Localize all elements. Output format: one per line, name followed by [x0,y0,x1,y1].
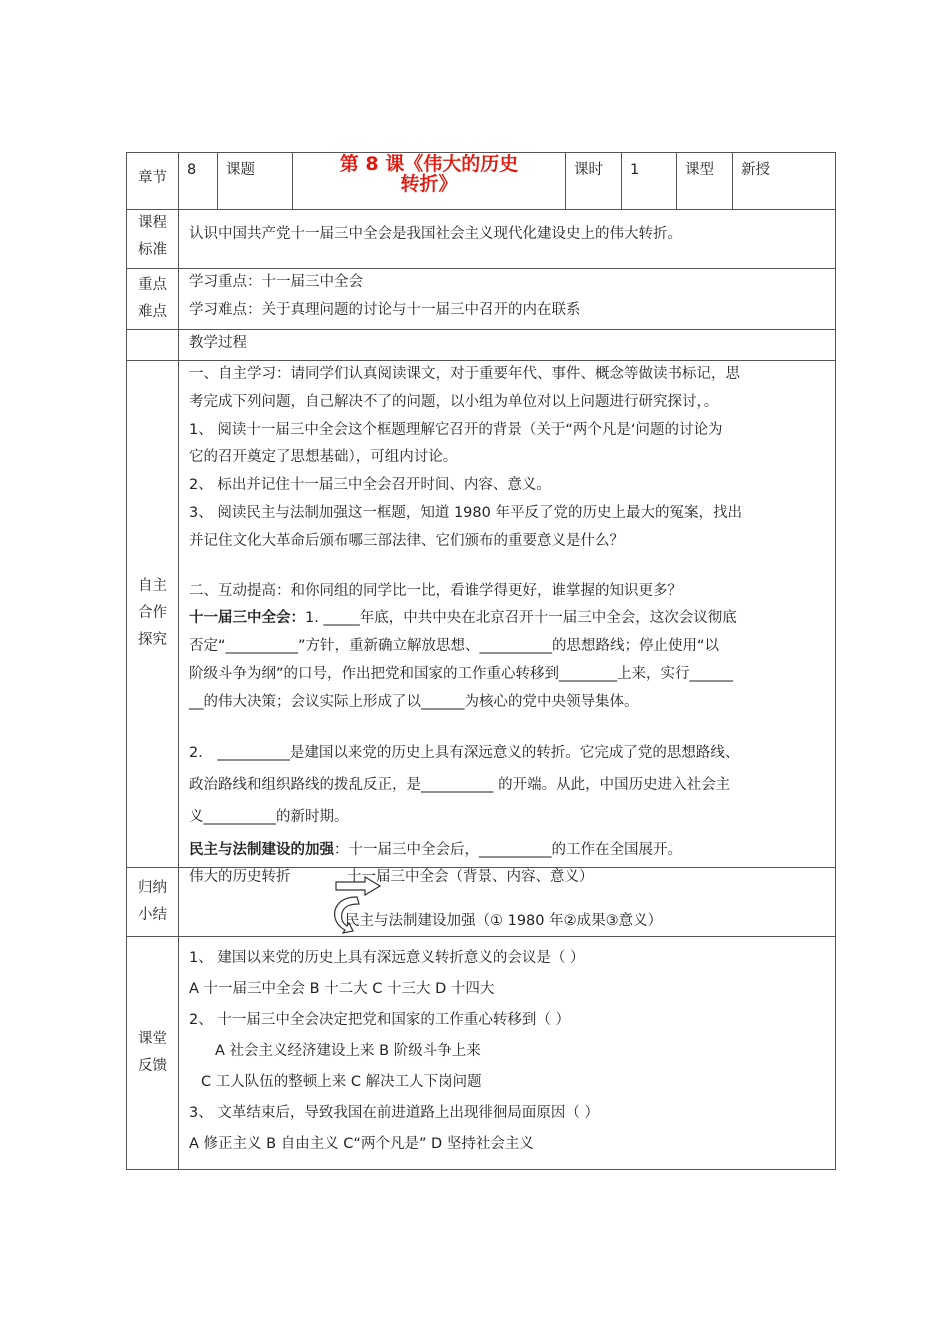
summary-row [127,867,836,936]
process-title: 教学过程 [189,335,247,351]
hours-label: 课时 [566,153,622,210]
feedback-label-line-2: 反馈 [138,1057,167,1074]
question-2-options-a: A 社会主义经济建设上来 B 阶级斗争上来 [215,1042,481,1059]
question-3-options: A 修正主义 B 自由主义 C“两个凡是” D 坚持社会主义 [189,1135,534,1152]
curved-arrow-icon [329,894,363,934]
summary-branch-1: 十一届三中全会（背景、内容、意义） [347,868,594,885]
summary-label-line-1: 归纳 [138,879,167,896]
feedback-label-line-1: 课堂 [138,1030,167,1047]
standard-label [127,210,179,269]
summary-label [127,867,179,936]
inquiry-line: 1、 阅读十一届三中全会这个框题理解它召开的背景（关于“两个凡是‘问题的讨论为 [189,421,723,438]
item2-line: 义__________的新时期。 [189,808,349,825]
democracy-line [189,833,827,867]
summary-content [179,867,836,936]
inquiry-label-line-3: 探究 [138,632,167,649]
process-text [179,330,836,361]
session-text: 1. _____年底，中共中央在北京召开十一届三中全会，这次会议彻底 [305,610,737,627]
question-1-options: A 十一届三中全会 B 十二大 C 十三大 D 十四大 [189,980,495,997]
inquiry-label-line-2: 合作 [138,605,167,622]
question-1: 1、 建国以来党的历史上具有深远意义转折意义的会议是（ ） [189,949,585,966]
chapter-label: 章节 [127,153,179,210]
process-label-empty [127,330,179,361]
standard-row [127,210,836,269]
type-value: 新授 [733,153,836,210]
chapter-value: 8 [179,153,218,210]
feedback-row [127,936,836,1169]
topic-label: 课题 [218,153,293,210]
inquiry-line: 它的召开奠定了思想基础），可组内讨论。 [189,449,458,466]
standard-label-line-2: 标准 [138,242,167,258]
summary-branch-2: 民主与法制建设加强（① 1980 年②成果③意义） [345,912,663,929]
spacer [189,556,827,578]
key-points-label [127,269,179,330]
inquiry-line: 2、 标出并记住十一届三中全会召开时间、内容、意义。 [189,477,551,494]
process-row [127,330,836,361]
fill-line: 否定“__________”方针，重新确立解放思想、__________的思想路线；停止使用“以 [189,638,720,655]
summary-main: 伟大的历史转折 [189,868,291,885]
question-2: 2、 十一届三中全会决定把党和国家的工作重心转移到（ ） [189,1011,570,1028]
difficulty-text: 学习难点：关于真理问题的讨论与十一届三中召开的内在联系 [189,301,581,318]
inquiry-line: 并记住文化大革命后颁布哪三部法律、它们颁布的重要意义是什么？ [189,532,624,549]
democracy-heading: 民主与法制建设的加强 [189,841,334,858]
lesson-title-line-1: 第 8 课《伟大的历史 [339,153,519,175]
democracy-text: ：十一届三中全会后，__________的工作在全国展开。 [334,841,682,858]
fill-line: __的伟大决策；会议实际上形成了以______为核心的党中央领导集体。 [189,693,639,710]
inquiry-content [179,361,836,868]
lesson-title [293,153,566,210]
lesson-plan-table [126,152,836,1170]
session-line [189,605,827,633]
question-3: 3、 文革结束后，导致我国在前进道路上出现徘徊局面原因（ ） [189,1104,599,1121]
inquiry-row [127,361,836,868]
session-heading: 十一届三中全会： [189,610,305,627]
item2-line: 2． __________是建国以来党的历史上具有深远意义的转折。它完成了党的思想路线、 [189,744,740,761]
hours-value: 1 [622,153,677,210]
spacer [189,717,827,737]
type-label: 课型 [677,153,733,210]
standard-text: 认识中国共产党十一届三中全会是我国社会主义现代化建设史上的伟大转折。 [179,210,836,269]
inquiry-label [127,361,179,868]
summary-label-line-2: 小结 [138,906,167,923]
question-2-options-b: C 工人队伍的整顿上来 C 解决工人下岗问题 [201,1073,482,1090]
focus-text: 学习重点：十一届三中全会 [189,274,363,290]
right-arrow-icon [335,876,381,896]
inquiry-line: 3、 阅读民主与法制加强这一框题，知道 1980 年平反了党的历史上最大的冤案，找出 [189,504,742,521]
key-points-label-line-2: 难点 [138,304,167,320]
inquiry-label-line-1: 自主 [138,578,167,595]
header-row [127,153,836,210]
inquiry-line: 一、自主学习：请同学们认真阅读课文，对于重要年代、事件、概念等做读书标记，思 [189,366,740,382]
feedback-label [127,936,179,1169]
key-points-row [127,269,836,330]
lesson-title-line-2: 转折》 [400,173,458,195]
item2-line: 政治路线和组织路线的拨乱反正，是__________ 的开端。从此，中国历史进入社会主 [189,776,731,793]
key-points-text [179,269,836,330]
feedback-content [179,936,836,1169]
key-points-label-line-1: 重点 [138,277,167,293]
fill-line: 阶级斗争为纲”的口号，作出把党和国家的工作重心转移到________上来，实行______ [189,665,734,682]
interact-line: 二、互动提高：和你同组的同学比一比，看谁学得更好，谁掌握的知识更多？ [189,582,682,599]
standard-label-line-1: 课程 [138,215,167,231]
inquiry-line: 考完成下列问题，自己解决不了的问题，以小组为单位对以上问题进行研究探讨，。 [189,393,719,410]
